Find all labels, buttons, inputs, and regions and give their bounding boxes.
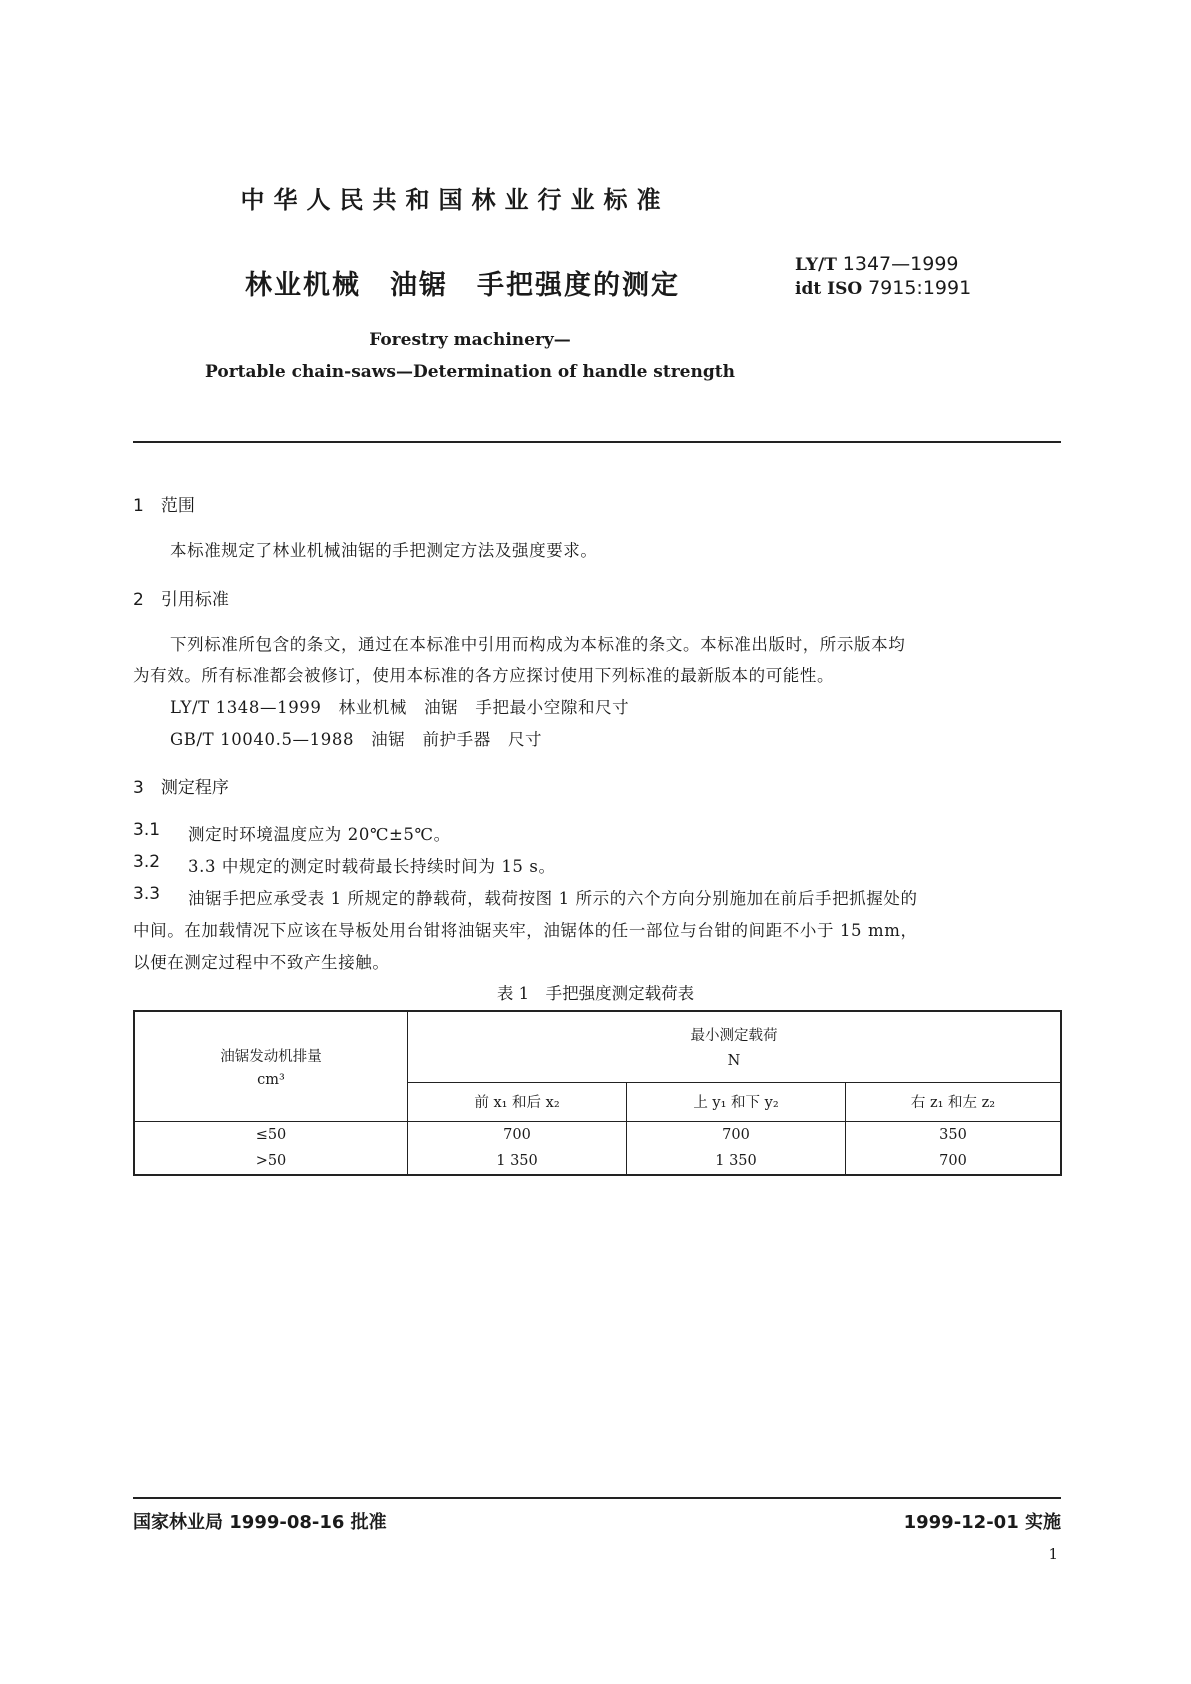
clause-3-1-number: 3.1 [133, 820, 161, 840]
clause-3-3-number: 3.3 [133, 884, 161, 904]
reference-2: GB/T 10040.5—1988 油锯 前护手器 尺寸 [170, 730, 543, 749]
table-1-caption: 表 1 手把强度测定载荷表 [496, 984, 695, 1003]
clause-3-3-line1: 油锯手把应承受表 1 所规定的静载荷，载荷按图 1 所示的六个方向分别施加在前后手把抓握处的 [188, 889, 918, 908]
min-load-header-unit: N [727, 1053, 741, 1070]
table-row [134, 1148, 1061, 1175]
footer-divider [133, 1497, 1061, 1499]
row-2-displacement: >50 [134, 1148, 408, 1175]
row-2-x: 1 350 [408, 1148, 627, 1175]
displacement-header [134, 1011, 408, 1121]
row-1-displacement: ≤50 [134, 1121, 408, 1148]
section-1-text: 本标准规定了林业机械油锯的手把测定方法及强度要求。 [170, 541, 598, 560]
standard-code-number: 1347—1999 [842, 253, 959, 275]
section-2-text-line1: 下列标准所包含的条文，通过在本标准中引用而构成为本标准的条文。本标准出版时，所示版本均 [170, 635, 906, 654]
standard-type-header: 中华人民共和国林业行业标准 [240, 186, 670, 214]
subheader-x: 前 x₁ 和后 x₂ [408, 1082, 627, 1121]
displacement-header-label: 油锯发动机排量 [220, 1048, 322, 1065]
table-row [134, 1121, 1061, 1148]
page-number: 1 [1048, 1545, 1058, 1563]
row-1-y: 700 [627, 1121, 846, 1148]
standard-code [795, 253, 959, 275]
clause-3-3-line3: 以便在测定过程中不致产生接触。 [133, 953, 390, 972]
equivalent-code-number: 7915:1991 [868, 277, 972, 299]
subheader-y: 上 y₁ 和下 y₂ [627, 1082, 846, 1121]
row-1-x: 700 [408, 1121, 627, 1148]
min-load-header [408, 1011, 1062, 1082]
section-1-heading: 1 范围 [133, 496, 195, 516]
row-1-z: 350 [846, 1121, 1062, 1148]
header-divider [133, 441, 1061, 443]
section-2-heading: 2 引用标准 [133, 590, 229, 610]
clause-3-2-text: 3.3 中规定的测定时载荷最长持续时间为 15 s。 [188, 857, 556, 876]
section-3-heading: 3 测定程序 [133, 778, 229, 798]
approval-date: 国家林业局 1999-08-16 批准 [133, 1512, 387, 1533]
document-title-en-line2: Portable chain-saws—Determination of handle strength [205, 362, 735, 382]
clause-3-2-number: 3.2 [133, 852, 161, 872]
section-2-text-line2: 为有效。所有标准都会被修订，使用本标准的各方应探讨使用下列标准的最新版本的可能性。 [133, 666, 835, 685]
row-2-z: 700 [846, 1148, 1062, 1175]
document-title-en-line1: Forestry machinery— [369, 330, 571, 350]
effective-date: 1999-12-01 实施 [903, 1512, 1061, 1533]
displacement-header-unit: cm³ [257, 1071, 285, 1088]
load-table [133, 1010, 1062, 1176]
equivalent-code-prefix: idt ISO [795, 279, 863, 299]
clause-3-1-text: 测定时环境温度应为 20℃±5℃。 [188, 825, 451, 844]
document-title-cn: 林业机械 油锯 手把强度的测定 [245, 270, 680, 301]
subheader-z: 右 z₁ 和左 z₂ [846, 1082, 1062, 1121]
min-load-header-label: 最小测定载荷 [690, 1028, 778, 1045]
clause-3-3-line2: 中间。在加载情况下应该在导板处用台钳将油锯夹牢，油锯体的任一部位与台钳的间距不小于 15 mm， [133, 921, 918, 940]
row-2-y: 1 350 [627, 1148, 846, 1175]
reference-1: LY/T 1348—1999 林业机械 油锯 手把最小空隙和尺寸 [170, 698, 630, 717]
standard-code-prefix: LY/T [795, 255, 837, 275]
equivalent-standard-code [795, 277, 971, 299]
